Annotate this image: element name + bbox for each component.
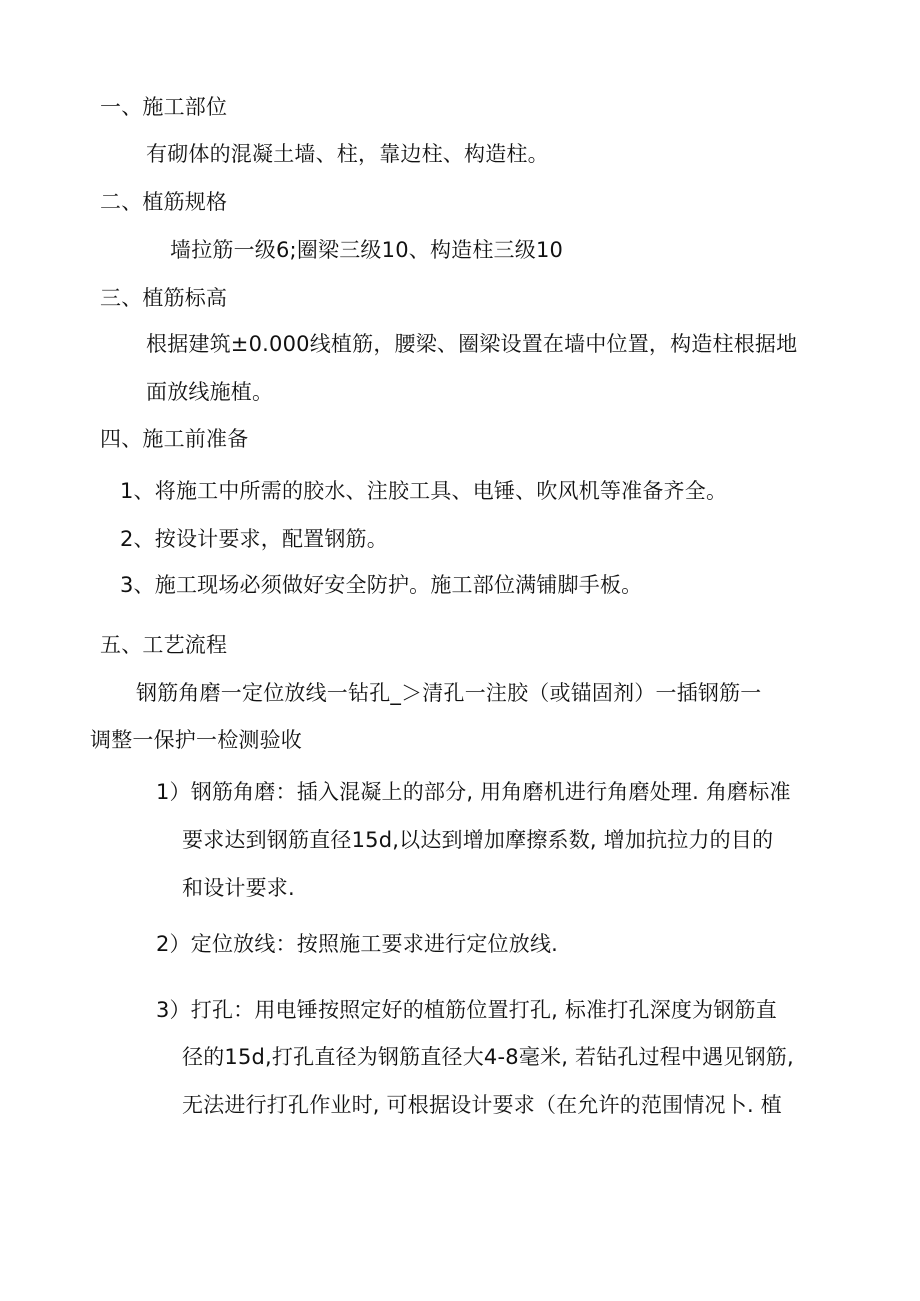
section-3-body-line-1: 根据建筑±0.000线植筋，腰梁、圈梁设置在墙中位置，构造柱根据地 — [146, 332, 798, 356]
section-3-heading: 三、植筋标高 — [100, 286, 228, 310]
section-5-flow-line-1: 钢筋角磨一定位放线一钻孔_＞清孔一注胶（或锚固剂）一插钢筋一 — [136, 681, 762, 705]
section-4-item-2: 2、按设计要求，配置钢筋。 — [120, 527, 388, 551]
section-1-body-line-1: 有砌体的混凝土墙、柱，靠边柱、构造柱。 — [146, 142, 549, 166]
step-1-line-1: 1）钢筋角磨：插入混凝上的部分, 用角磨机进行角磨处理. 角磨标准 — [156, 780, 791, 804]
section-2-heading: 二、植筋规格 — [100, 190, 228, 214]
section-1-heading: 一、施工部位 — [100, 95, 228, 119]
step-3-line-2: 径的15d,打孔直径为钢筋直径大4-8毫米, 若钻孔过程中遇见钢筋, — [182, 1045, 794, 1069]
section-5-flow-line-2: 调整一保护一检测验收 — [90, 728, 302, 752]
step-3-line-3: 无法进行打孔作业时, 可根据设计要求（在允许的范围情况卜. 植 — [182, 1093, 782, 1117]
section-4-heading: 四、施工前准备 — [100, 427, 249, 451]
section-5-heading: 五、工艺流程 — [100, 633, 228, 657]
section-3-body-line-2: 面放线施植。 — [146, 380, 274, 404]
section-4-item-1: 1、将施工中所需的胶水、注胶工具、电锤、吹风机等准备齐全。 — [120, 479, 728, 503]
step-2-line-1: 2）定位放线：按照施工要求进行定位放线. — [156, 932, 559, 956]
section-2-body-line-1: 墙拉筋一级6;圈梁三级10、构造柱三级10 — [170, 238, 564, 262]
step-1-line-3: 和设计要求. — [182, 876, 295, 900]
step-3-line-1: 3）打孔：用电锤按照定好的植筋位置打孔, 标准打孔深度为钢筋直 — [156, 998, 777, 1022]
section-4-item-3: 3、施工现场必须做好安全防护。施工部位满铺脚手板。 — [120, 573, 643, 597]
step-1-line-2: 要求达到钢筋直径15d,以达到增加摩擦系数, 增加抗拉力的目的 — [182, 828, 774, 852]
